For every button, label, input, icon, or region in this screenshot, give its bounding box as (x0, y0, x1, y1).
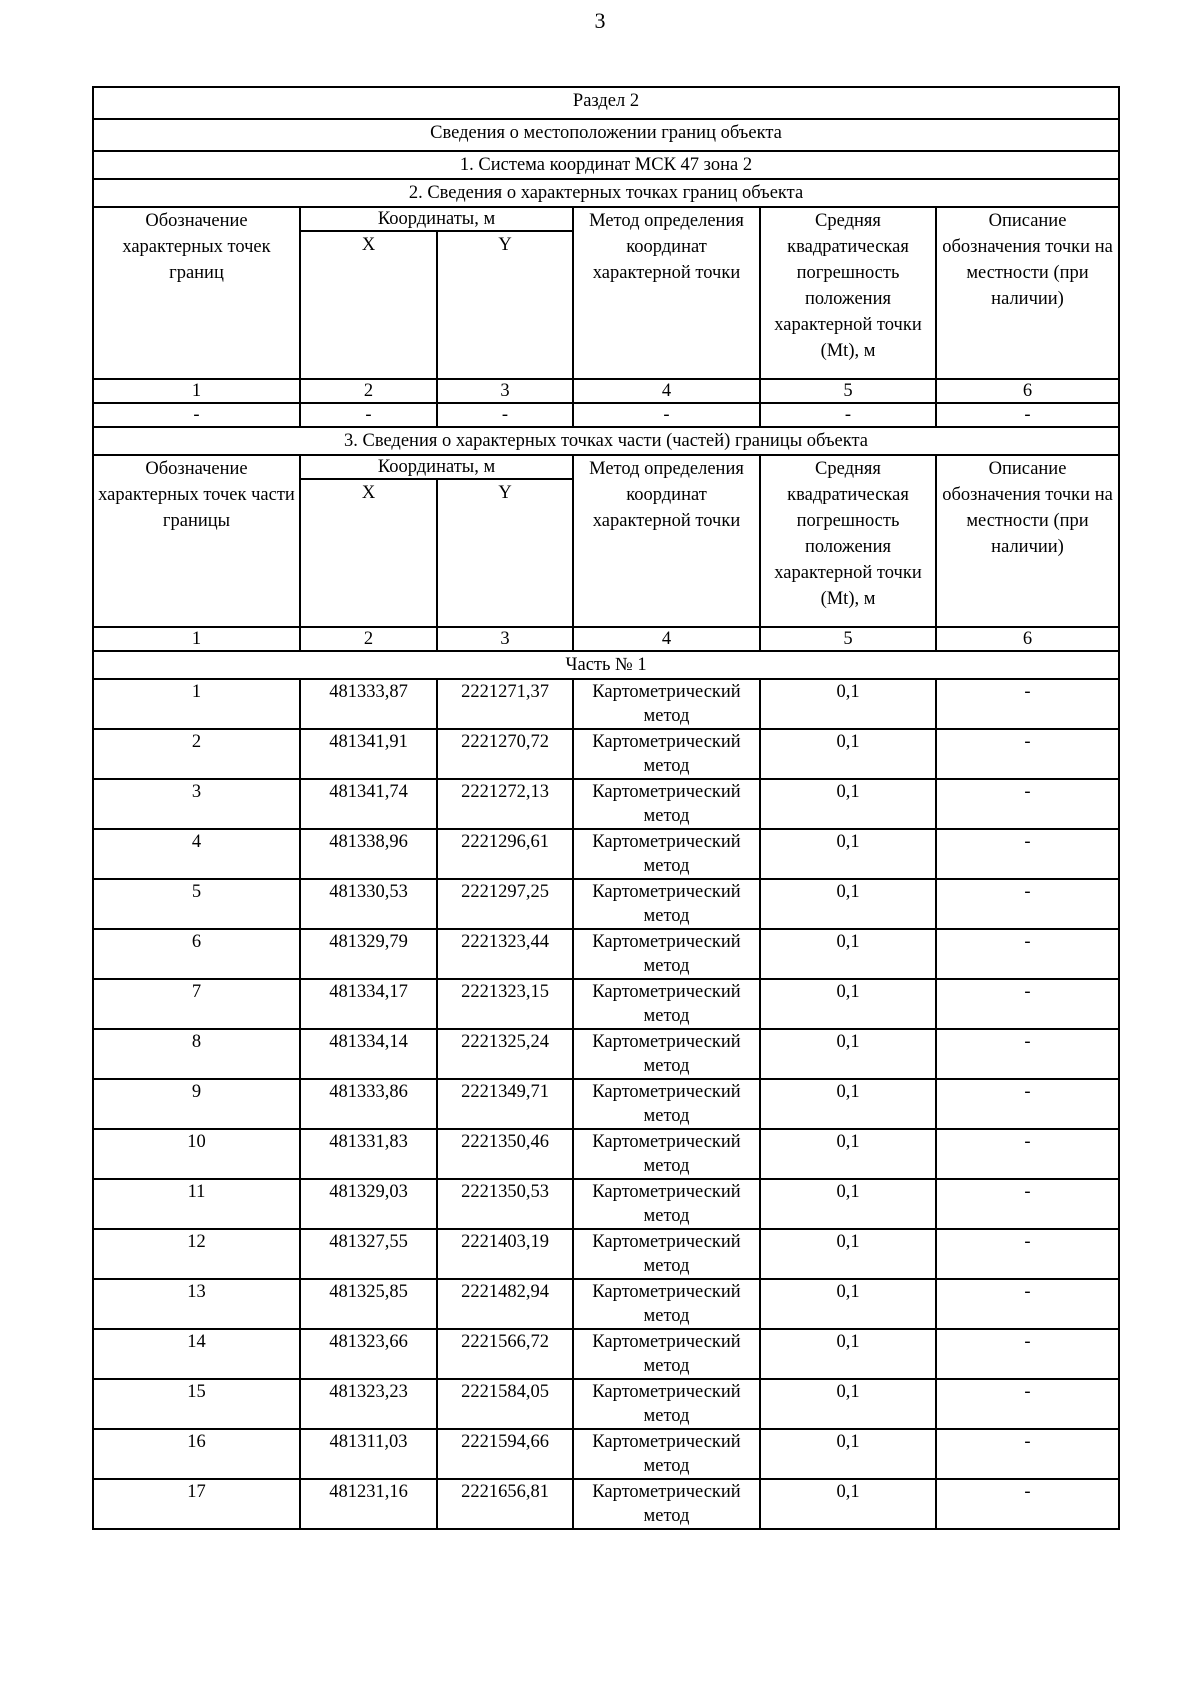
x-coord-cell: 481334,17 (300, 979, 437, 1029)
method-cell: Картометрический метод (573, 1379, 760, 1429)
point-number-cell: 11 (93, 1179, 300, 1229)
coord-system-label: 1. Система координат МСК 47 зона 2 (93, 151, 1119, 179)
point-number-cell: 10 (93, 1129, 300, 1179)
block3-title: 3. Сведения о характерных точках части (частей) границы объекта (93, 427, 1119, 455)
y-coord-cell: 2221482,94 (437, 1279, 573, 1329)
point-number-cell: 2 (93, 729, 300, 779)
error-cell: 0,1 (760, 1029, 936, 1079)
method-cell: Картометрический метод (573, 679, 760, 729)
point-number-cell: 13 (93, 1279, 300, 1329)
error-cell: 0,1 (760, 979, 936, 1029)
error-cell: 0,1 (760, 1329, 936, 1379)
x-coord-cell: 481341,91 (300, 729, 437, 779)
table-row (93, 1429, 1119, 1479)
description-cell: - (936, 1079, 1119, 1129)
header-y: Y (437, 479, 573, 627)
x-coord-cell: 481338,96 (300, 829, 437, 879)
point-number-cell: 7 (93, 979, 300, 1029)
table-row (93, 679, 1119, 729)
error-cell: 0,1 (760, 679, 936, 729)
section-subtitle: Сведения о местоположении границ объекта (93, 119, 1119, 151)
point-number-cell: 1 (93, 679, 300, 729)
method-cell: Картометрический метод (573, 1329, 760, 1379)
error-cell: 0,1 (760, 1379, 936, 1429)
table-row (93, 1279, 1119, 1329)
header-coords: Координаты, м (300, 455, 573, 479)
description-cell: - (936, 1429, 1119, 1479)
point-number-cell: 9 (93, 1079, 300, 1129)
x-coord-cell: 481327,55 (300, 1229, 437, 1279)
description-cell: - (936, 1329, 1119, 1379)
point-number-cell: 12 (93, 1229, 300, 1279)
table-row (93, 929, 1119, 979)
header-error: Средняя квадратическая погрешность положения характерной точки (Mt), м (760, 455, 936, 627)
description-cell: - (936, 1279, 1119, 1329)
description-cell: - (936, 779, 1119, 829)
x-coord-cell: 481325,85 (300, 1279, 437, 1329)
x-coord-cell: 481329,03 (300, 1179, 437, 1229)
y-coord-cell: 2221272,13 (437, 779, 573, 829)
x-coord-cell: 481333,87 (300, 679, 437, 729)
x-coord-cell: 481329,79 (300, 929, 437, 979)
x-coord-cell: 481311,03 (300, 1429, 437, 1479)
y-coord-cell: 2221350,53 (437, 1179, 573, 1229)
method-cell: Картометрический метод (573, 979, 760, 1029)
method-cell: Картометрический метод (573, 1079, 760, 1129)
header-error: Средняя квадратическая погрешность положения характерной точки (Mt), м (760, 207, 936, 379)
part-label: Часть № 1 (93, 651, 1119, 679)
table-row (93, 1379, 1119, 1429)
x-coord-cell: 481323,23 (300, 1379, 437, 1429)
header-x: X (300, 231, 437, 379)
table-row (93, 779, 1119, 829)
point-number-cell: 4 (93, 829, 300, 879)
x-coord-cell: 481231,16 (300, 1479, 437, 1529)
method-cell: Картометрический метод (573, 1029, 760, 1079)
error-cell: 0,1 (760, 879, 936, 929)
header-description: Описание обозначения точки на местности (при наличии) (936, 207, 1119, 379)
header-x: X (300, 479, 437, 627)
x-coord-cell: 481331,83 (300, 1129, 437, 1179)
point-number-cell: 8 (93, 1029, 300, 1079)
error-cell: 0,1 (760, 829, 936, 879)
error-cell: 0,1 (760, 929, 936, 979)
y-coord-cell: 2221594,66 (437, 1429, 573, 1479)
table-row (93, 1229, 1119, 1279)
method-cell: Картометрический метод (573, 929, 760, 979)
table-row (93, 729, 1119, 779)
empty-cell: - (93, 403, 300, 427)
method-cell: Картометрический метод (573, 1229, 760, 1279)
col-number: 2 (300, 627, 437, 651)
error-cell: 0,1 (760, 1179, 936, 1229)
col-number: 5 (760, 379, 936, 403)
description-cell: - (936, 929, 1119, 979)
description-cell: - (936, 979, 1119, 1029)
block2-column-numbers (93, 379, 1119, 403)
point-number-cell: 15 (93, 1379, 300, 1429)
description-cell: - (936, 729, 1119, 779)
method-cell: Картометрический метод (573, 1279, 760, 1329)
description-cell: - (936, 1479, 1119, 1529)
y-coord-cell: 2221323,15 (437, 979, 573, 1029)
method-cell: Картометрический метод (573, 729, 760, 779)
table-row (93, 1079, 1119, 1129)
col-number: 6 (936, 627, 1119, 651)
table-row (93, 1129, 1119, 1179)
description-cell: - (936, 879, 1119, 929)
x-coord-cell: 481334,14 (300, 1029, 437, 1079)
error-cell: 0,1 (760, 779, 936, 829)
table-row (93, 829, 1119, 879)
y-coord-cell: 2221584,05 (437, 1379, 573, 1429)
description-cell: - (936, 1379, 1119, 1429)
x-coord-cell: 481330,53 (300, 879, 437, 929)
y-coord-cell: 2221270,72 (437, 729, 573, 779)
col-number: 3 (437, 379, 573, 403)
col-number: 4 (573, 379, 760, 403)
method-cell: Картометрический метод (573, 1429, 760, 1479)
block3-column-numbers (93, 627, 1119, 651)
description-cell: - (936, 1029, 1119, 1079)
empty-cell: - (760, 403, 936, 427)
method-cell: Картометрический метод (573, 1479, 760, 1529)
error-cell: 0,1 (760, 1279, 936, 1329)
y-coord-cell: 2221323,44 (437, 929, 573, 979)
method-cell: Картометрический метод (573, 779, 760, 829)
col-number: 2 (300, 379, 437, 403)
table-row (93, 979, 1119, 1029)
description-cell: - (936, 829, 1119, 879)
y-coord-cell: 2221271,37 (437, 679, 573, 729)
point-number-cell: 5 (93, 879, 300, 929)
table-row (93, 1329, 1119, 1379)
y-coord-cell: 2221349,71 (437, 1079, 573, 1129)
col-number: 1 (93, 379, 300, 403)
empty-cell: - (936, 403, 1119, 427)
col-number: 5 (760, 627, 936, 651)
x-coord-cell: 481341,74 (300, 779, 437, 829)
table-row (93, 1179, 1119, 1229)
header-description: Описание обозначения точки на местности (при наличии) (936, 455, 1119, 627)
section-title: Раздел 2 (93, 87, 1119, 119)
description-cell: - (936, 1129, 1119, 1179)
table-row (93, 1479, 1119, 1529)
point-number-cell: 16 (93, 1429, 300, 1479)
description-cell: - (936, 679, 1119, 729)
col-number: 3 (437, 627, 573, 651)
table-row (93, 1029, 1119, 1079)
block2-title: 2. Сведения о характерных точках границ объекта (93, 179, 1119, 207)
error-cell: 0,1 (760, 729, 936, 779)
col-number: 1 (93, 627, 300, 651)
y-coord-cell: 2221656,81 (437, 1479, 573, 1529)
header-designation: Обозначение характерных точек границ (93, 207, 300, 379)
method-cell: Картометрический метод (573, 1129, 760, 1179)
y-coord-cell: 2221350,46 (437, 1129, 573, 1179)
header-method: Метод определения координат характерной точки (573, 207, 760, 379)
y-coord-cell: 2221296,61 (437, 829, 573, 879)
header-coords: Координаты, м (300, 207, 573, 231)
point-number-cell: 14 (93, 1329, 300, 1379)
error-cell: 0,1 (760, 1429, 936, 1479)
error-cell: 0,1 (760, 1229, 936, 1279)
header-y: Y (437, 231, 573, 379)
description-cell: - (936, 1179, 1119, 1229)
point-number-cell: 3 (93, 779, 300, 829)
method-cell: Картометрический метод (573, 829, 760, 879)
y-coord-cell: 2221403,19 (437, 1229, 573, 1279)
header-designation: Обозначение характерных точек части границы (93, 455, 300, 627)
col-number: 6 (936, 379, 1119, 403)
empty-cell: - (573, 403, 760, 427)
point-number-cell: 17 (93, 1479, 300, 1529)
empty-cell: - (437, 403, 573, 427)
error-cell: 0,1 (760, 1129, 936, 1179)
point-number-cell: 6 (93, 929, 300, 979)
x-coord-cell: 481333,86 (300, 1079, 437, 1129)
y-coord-cell: 2221566,72 (437, 1329, 573, 1379)
description-cell: - (936, 1229, 1119, 1279)
col-number: 4 (573, 627, 760, 651)
empty-cell: - (300, 403, 437, 427)
x-coord-cell: 481323,66 (300, 1329, 437, 1379)
page-number: 3 (594, 8, 606, 33)
error-cell: 0,1 (760, 1479, 936, 1529)
y-coord-cell: 2221325,24 (437, 1029, 573, 1079)
method-cell: Картометрический метод (573, 879, 760, 929)
block2-empty-row (93, 403, 1119, 427)
y-coord-cell: 2221297,25 (437, 879, 573, 929)
header-method: Метод определения координат характерной точки (573, 455, 760, 627)
table-row (93, 879, 1119, 929)
error-cell: 0,1 (760, 1079, 936, 1129)
method-cell: Картометрический метод (573, 1179, 760, 1229)
boundary-points-table (92, 86, 1120, 1530)
